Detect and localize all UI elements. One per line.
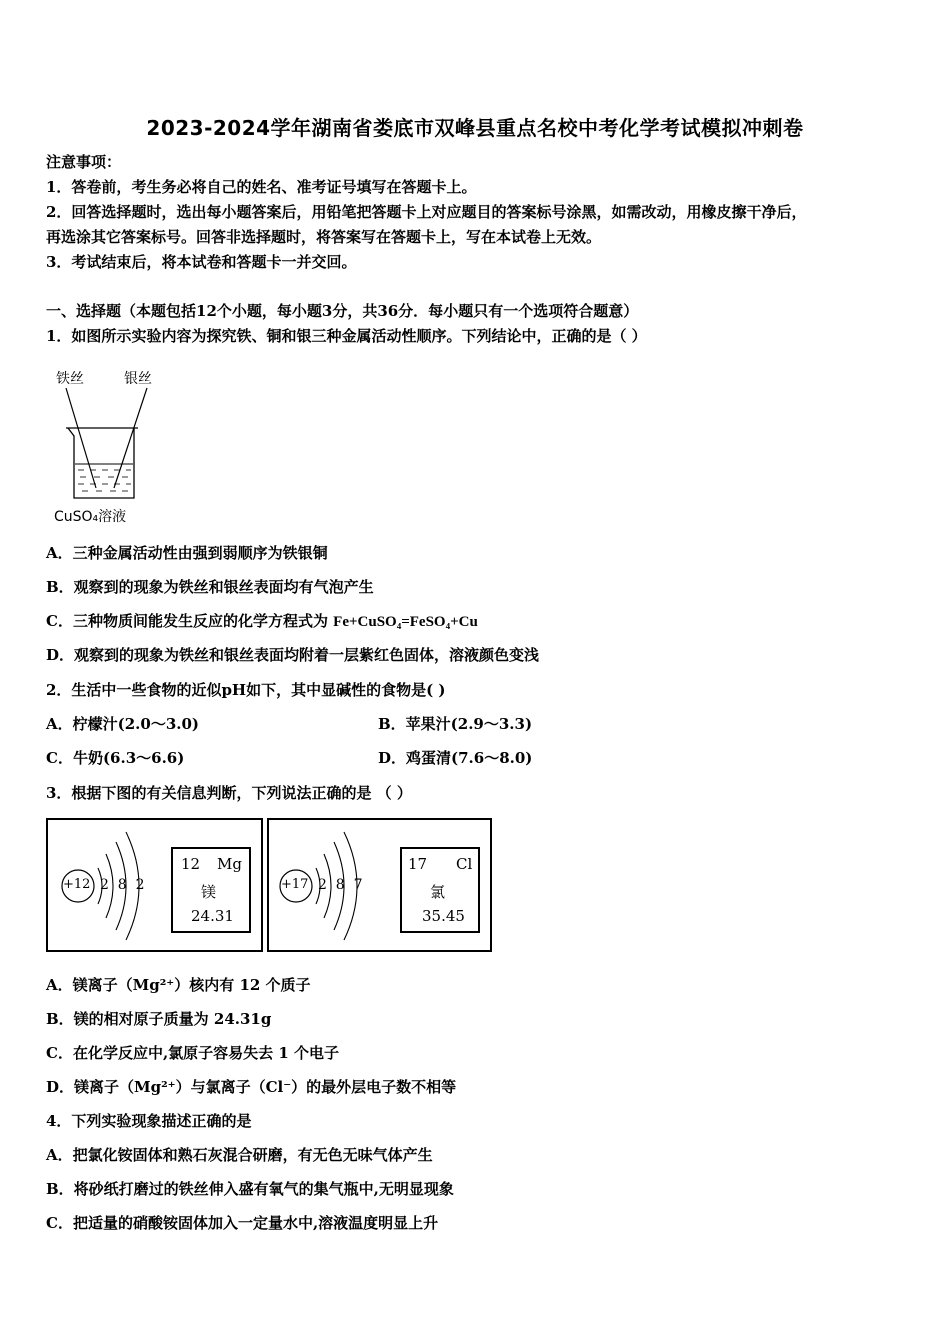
mg-mass: 24.31: [191, 907, 234, 925]
mg-symbol: Mg: [217, 855, 242, 873]
question-1-option-a[interactable]: A．三种金属活动性由强到弱顺序为铁银铜: [46, 544, 328, 562]
notice-item-2-cont: 再选涂其它答案标号。回答非选择题时，将答案写在答题卡上，写在本试卷上无效。: [46, 228, 602, 246]
mg-shells: 2 8 2: [100, 877, 145, 893]
question-3-option-b[interactable]: B．镁的相对原子质量为 24.31g: [46, 1010, 272, 1028]
question-1-option-d[interactable]: D．观察到的现象为铁丝和银丝表面均附着一层紫红色固体，溶液颜色变浅: [46, 646, 540, 664]
solution-label: CuSO₄溶液: [54, 509, 127, 525]
page-title: 2023-2024学年湖南省娄底市双峰县重点名校中考化学考试模拟冲刺卷: [146, 116, 804, 140]
question-3-stem: 3．根据下图的有关信息判断，下列说法正确的是 （ ）: [46, 784, 412, 802]
question-1-option-b[interactable]: B．观察到的现象为铁丝和银丝表面均有气泡产生: [46, 578, 374, 596]
question-3-option-a[interactable]: A．镁离子（Mg²⁺）核内有 12 个质子: [46, 976, 311, 994]
cl-mass: 35.45: [422, 907, 465, 925]
question-2-option-c[interactable]: C．牛奶(6.3～6.6): [46, 749, 185, 767]
option-c-formula: Fe+CuSO₄=FeSO₄+Cu: [333, 614, 478, 630]
mg-number: 12: [181, 855, 201, 873]
notice-item-1: 1．答卷前，考生务必将自己的姓名、准考证号填写在答题卡上。: [46, 178, 477, 196]
question-2-option-b[interactable]: B．苹果汁(2.9～3.3): [378, 715, 533, 733]
mg-element-card: [171, 847, 251, 933]
question-4-stem: 4．下列实验现象描述正确的是: [46, 1112, 252, 1130]
cl-symbol: Cl: [456, 855, 473, 873]
mg-nucleus: +12: [63, 877, 91, 892]
question-2-option-a[interactable]: A．柠檬汁(2.0～3.0): [46, 715, 200, 733]
question-4-option-c[interactable]: C．把适量的硝酸铵固体加入一定量水中,溶液温度明显上升: [46, 1214, 439, 1232]
question-2-stem: 2．生活中一些食物的近似pH如下，其中显碱性的食物是( ): [46, 681, 446, 699]
iron-wire-label: 铁丝: [56, 371, 84, 387]
section-heading: 一、选择题（本题包括12个小题，每小题3分，共36分．每小题只有一个选项符合题意）: [46, 302, 639, 320]
question-3-option-c[interactable]: C．在化学反应中,氯原子容易失去 1 个电子: [46, 1044, 340, 1062]
question-1-option-c[interactable]: [46, 611, 478, 632]
question-3-option-d[interactable]: D．镁离子（Mg²⁺）与氯离子（Cl⁻）的最外层电子数不相等: [46, 1078, 457, 1096]
notice-heading: 注意事项：: [46, 153, 122, 171]
notice-item-3: 3．考试结束后，将本试卷和答题卡一并交回。: [46, 253, 357, 271]
notice-item-2: 2．回答选择题时，选出每小题答案后，用铅笔把答题卡上对应题目的答案标号涂黑，如需改动，用橡皮擦干净后，: [46, 203, 807, 221]
question-2-option-d[interactable]: D．鸡蛋清(7.6～8.0): [378, 749, 533, 767]
beaker-figure: [50, 366, 170, 526]
cl-shells: 2 8 7: [318, 877, 363, 893]
chlorine-panel: [267, 818, 492, 952]
beaker-icon: [50, 366, 170, 526]
cl-element-card: [400, 847, 480, 933]
cl-nucleus: +17: [281, 877, 309, 892]
magnesium-panel: [46, 818, 263, 952]
question-4-option-b[interactable]: B．将砂纸打磨过的铁丝伸入盛有氧气的集气瓶中,无明显现象: [46, 1180, 454, 1198]
cl-name: 氯: [430, 883, 446, 901]
question-4-option-a[interactable]: A．把氯化铵固体和熟石灰混合研磨，有无色无味气体产生: [46, 1146, 433, 1164]
option-c-text: C．三种物质间能发生反应的化学方程式为: [46, 612, 334, 630]
mg-name: 镁: [201, 883, 217, 901]
silver-wire-label: 银丝: [124, 371, 152, 387]
question-1-stem: 1．如图所示实验内容为探究铁、铜和银三种金属活动性顺序。下列结论中，正确的是（ ）: [46, 327, 647, 345]
cl-number: 17: [408, 855, 428, 873]
